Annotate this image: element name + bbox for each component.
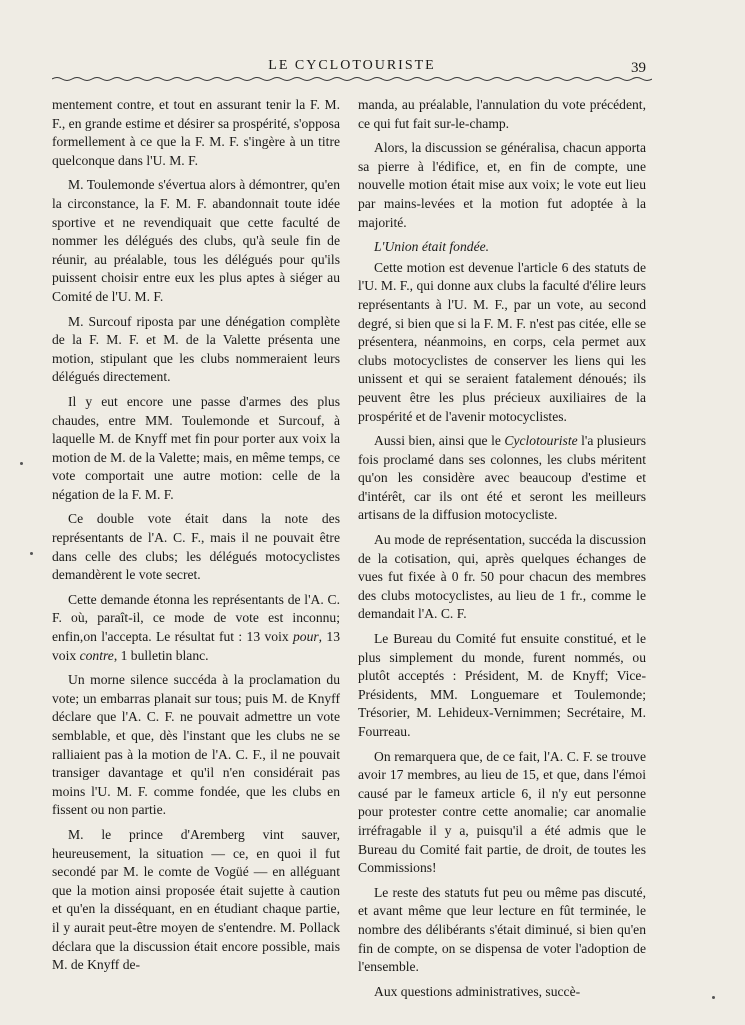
emphasis-union: L'Union était fondée. [374,239,490,255]
paragraph: On remarquera que, de ce fait, l'A. C. F. se trouve avoir 17 membres, au lieu de 15, et que, dans l'émoi causé par le fameux article 6, il n'y eut personne pour protester contre cette anomalie; car anomalie irréfragable il y a, puisqu'il a été admis que le Bureau du Comité fait partie, de droit, de toutes les Commissions! [358,748,646,876]
italic-statement [358,238,646,257]
paragraph: Le reste des statuts fut peu ou même pas discuté, et avant même que leur lecture en fût terminée, le nombre des délibérants s'était diminué, si bien qu'en fin de compte, on se dispensa de voter l'adoption de l'ensemble. [358,884,646,975]
paragraph-cyclotouriste [358,432,646,525]
header-rule [52,76,652,82]
paragraph: Au mode de représentation, succéda la discussion de la cotisation, qui, après quelques échanges de vues fut fixée à 0 fr. 50 pour chacun des membres des clubs motocyclistes, au lieu de 1 fr., comme le demandait l'A. C. F. [358,532,646,622]
paragraph: M. Toulemonde s'évertua alors à démontrer, qu'en la circonstance, la F. M. F. abandonnait toute idée sportive et ne revendiquait que cette faculté de nommer les délégués des clubs, qu'à seule fin de réunir, au préalable, tous les délégués pour qu'ils puissent choisir entre eux les plus aptes à siéger au Comité de l'U. M. F. [52,177,340,304]
emphasis-cyclotouriste: Cyclotouriste [504,433,578,449]
emphasis-contre: contre [79,647,114,663]
text-run: l'a plusieurs fois proclamé dans ses colonnes, les clubs méritent qu'on les considère avec beaucoup d'estime et d'intérêt, car ils ont été et seront les meilleurs artisans de la diffusion motocycliste. [358,433,646,523]
text-run: Cette demande étonna les représentants de l'A. C. F. où, paraît-il, ce mode de vote est inconnu; enfin,on l'accepta. Le résultat fut : 13 voix [52,591,340,645]
paragraph: Ce double vote était dans la note des représentants de l'A. C. F., mais il ne pouvait être dans celle des clubs; les délégués motocyclistes demandèrent le vote secret. [52,511,340,583]
wavy-rule-ornament [52,76,652,82]
paragraph: M. Surcouf riposta par une dénégation complète de la F. M. F. et M. de la Valette présenta une motion, stipulant que les clubs nommeraient leurs délégués directement. [52,313,340,385]
text-run: , 1 bulletin blanc. [113,647,209,663]
paragraph: manda, au préalable, l'annulation du vote précédent, ce qui fut fait sur-le-champ. [358,97,646,131]
margin-mark [30,552,33,555]
paragraph: Un morne silence succéda à la proclamation du vote; un embarras planait sur tous; puis M. de Knyff déclare que l'A. C. F. ne pouvait admettre un vote semblable, et que, dès l'instant que les clubs ne se ralliaient pas à la motion de l'A. C. F., il ne pouvait transiger davantage et qu'il n'en considérait pas moins l'U. M. F. comme fondée, que les clubs en fissent ou non partie. [52,672,340,818]
text-run: , 13 voix [52,629,341,663]
page-header [52,58,652,80]
right-column [358,96,646,1001]
paragraph: Il y eut encore une passe d'armes des plus chaudes, entre MM. Toulemonde et Surcouf, à laquelle M. de Knyff met fin pour porter aux voix la motion de M. de la Valette; mais, en même temps, ce vote comportait une autre motion: celle de la négation de la F. M. F. [52,393,340,502]
margin-mark [712,996,715,999]
paragraph: Aux questions administratives, succè- [374,983,581,999]
paragraph: Alors, la discussion se généralisa, chacun apporta sa pierre à l'édifice, et, en fin de compte, une nouvelle motion était mise aux voix; le vote eut lieu par mains-levées et la motion fut adoptée à la majorité. [358,140,646,230]
paragraph-vote-result [52,591,340,665]
emphasis-pour: pour [292,629,319,645]
text-run: Aussi bien, ainsi que le [374,433,505,449]
left-column [52,96,340,975]
paragraph: Cette motion est devenue l'article 6 des statuts de l'U. M. F., qui donne aux clubs la faculté d'élire leurs représentants à l'U. M. F., par un vote, au second degré, si bien que si la F. M. F. n'est pas citée, elle se présentera, néanmoins, en corps, cela permet aux clubs motocyclistes de conserver les liens qui les unissent et qui se seraient fatalement dénoués; ils peuvent être les plus précieux auxiliaires de la prospérité et de l'avenir motocyclistes. [358,259,646,424]
margin-mark [20,462,23,465]
paragraph: Le Bureau du Comité fut ensuite constitué, et le plus simplement du monde, furent nommés, ou plutôt acceptés : Président, M. de Knyff; Vice-Présidents, MM. Longuemare et Toulemonde; Trésorier, M. Lehideux-Vernimmen; Secrétaire, M. Fourreau. [358,631,646,739]
paragraph: M. le prince d'Aremberg vint sauver, heureusement, la situation — ce, en quoi il fut secondé par M. le comte de Vogüé — en alléguant que la motion ainsi proposée était sujette à caution et qu'en la disséquant, en en étudiant chaque partie, il y aurait peut-être moyen de s'entendre. M. Pollack déclara que la discussion était encore possible, mais M. de Knyff de- [52,826,340,973]
running-title: LE CYCLOTOURISTE [268,58,436,73]
page-number: 39 [631,60,646,76]
paragraph: mentement contre, et tout en assurant tenir la F. M. F., en grande estime et désirer sa prospérité, s'opposa formellement à ce que la F. M. F. s'ingère à un titre quelconque dans l'U. M. F. [52,97,340,168]
